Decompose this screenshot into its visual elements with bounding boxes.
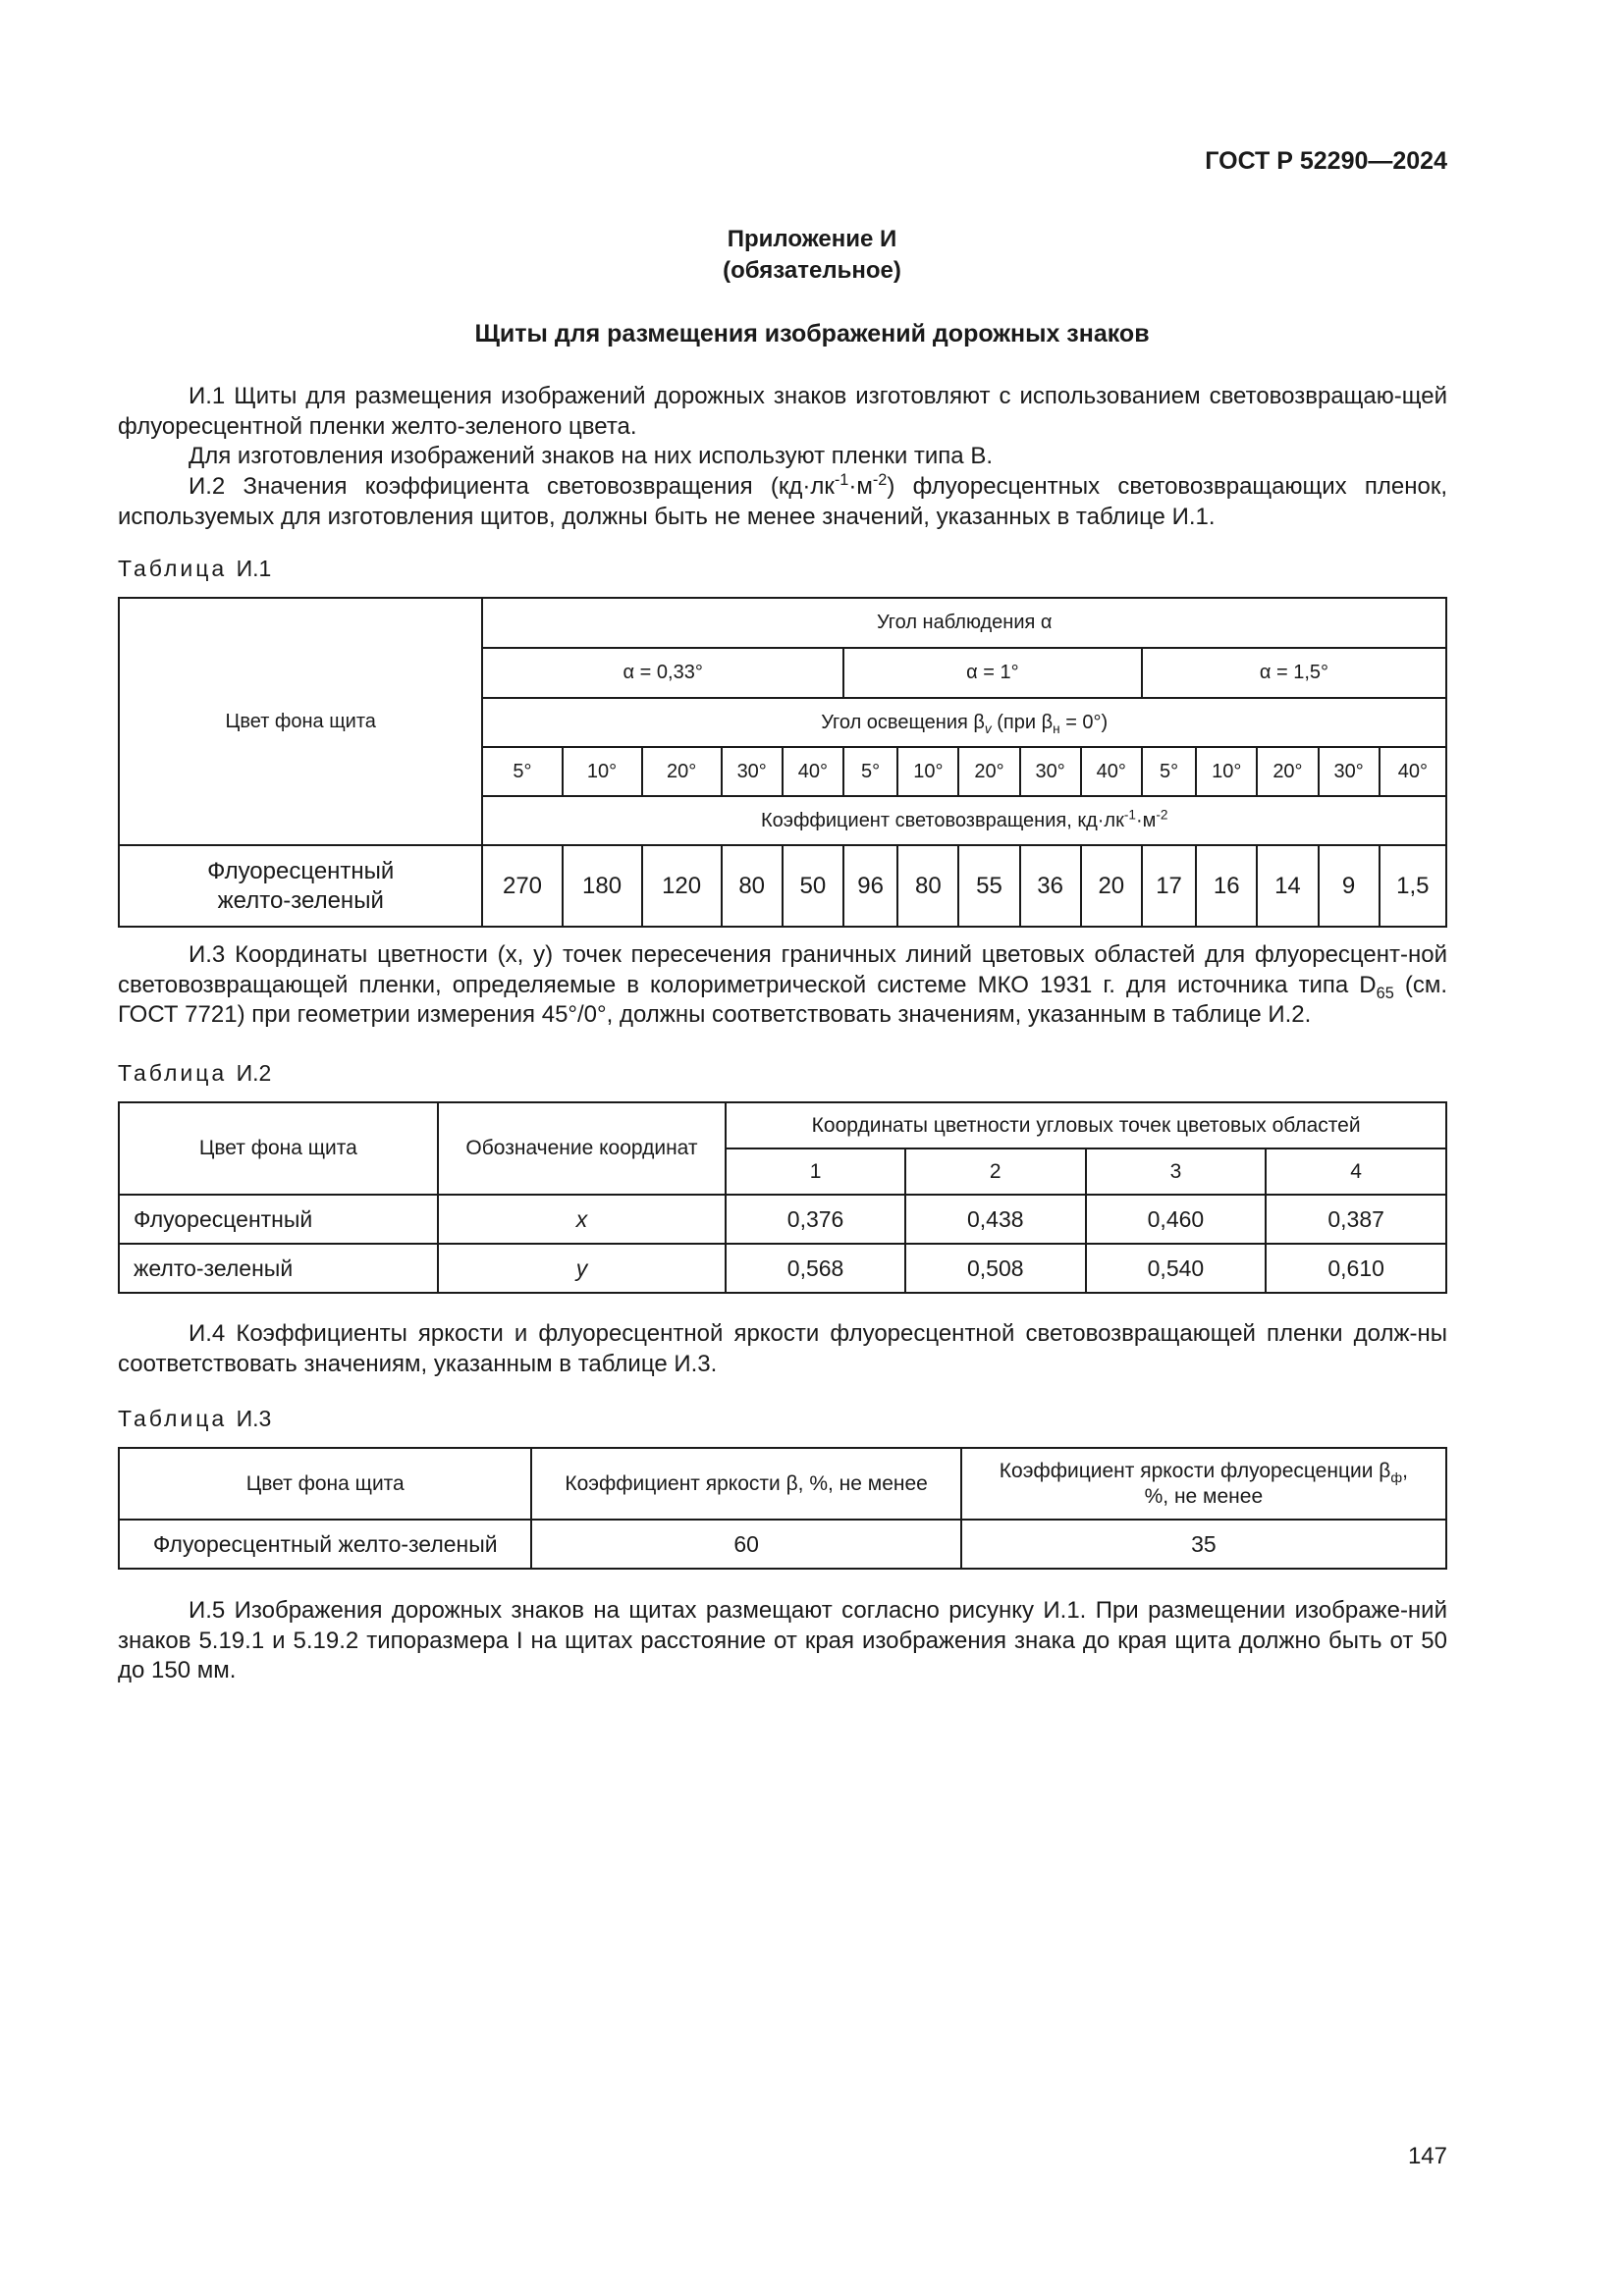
table2-point-header: 1 <box>726 1148 905 1195</box>
table1-value-cell: 1,5 <box>1380 845 1446 927</box>
table1-value-cell: 16 <box>1196 845 1257 927</box>
table1-value-cell: 50 <box>783 845 843 927</box>
table1-value-cell: 14 <box>1257 845 1318 927</box>
table2-coordinate-header: Обозначение координат <box>438 1102 727 1195</box>
table1-angle-cell: 10° <box>563 747 642 796</box>
paragraph-i5: И.5 Изображения дорожных знаков на щитах размещают согласно рисунку И.1. При размещении изображе-ний знаков 5.19.1 и 5.19.2 типоразмера I на щитах расстояние от края изображения знака до края щита должно быть от 50 до 150 мм. <box>118 1597 1447 1683</box>
table2-value-cell: 0,376 <box>726 1195 905 1244</box>
table1-value-cell: 20 <box>1081 845 1142 927</box>
table2-point-header: 3 <box>1086 1148 1267 1195</box>
table1-value-cell: 55 <box>958 845 1019 927</box>
table1-coefficient-label: Коэффициент световозвращения, $кд\cdot лк^{-1}\cdot м^{-2}$ <box>482 796 1446 845</box>
table-row <box>119 1195 1446 1244</box>
table3-label: Таблица И.3 <box>118 1406 272 1431</box>
table-chromaticity <box>118 1101 1447 1294</box>
table3-color-header: Цвет фона щита <box>119 1448 531 1520</box>
table1-alpha-group: α = 0,33° <box>482 648 842 698</box>
table1-angle-cell: 40° <box>1081 747 1142 796</box>
appendix-status: (обязательное) <box>723 257 901 284</box>
table2-color-header: Цвет фона щита <box>119 1102 438 1195</box>
table1-value-cell: 180 <box>563 845 642 927</box>
table2-value-cell: 0,438 <box>905 1195 1086 1244</box>
table2-chromaticity-header: Координаты цветности угловых точек цветовых областей <box>726 1102 1446 1148</box>
table1-angle-cell: 40° <box>1380 747 1446 796</box>
table-luminance <box>118 1447 1447 1570</box>
table2-point-header: 4 <box>1266 1148 1446 1195</box>
table2-color-cell: желто-зеленый <box>119 1244 438 1293</box>
table2-value-cell: 0,610 <box>1266 1244 1446 1293</box>
table1-value-cell: 96 <box>843 845 897 927</box>
table1-angle-cell: 10° <box>897 747 958 796</box>
table1-angle-cell: 40° <box>783 747 843 796</box>
table1-row-label: Флуоресцентный желто-зеленый <box>119 845 482 927</box>
table1-alpha-group: α = 1° <box>843 648 1142 698</box>
table1-angle-cell: 20° <box>642 747 722 796</box>
document-id: ГОСТ Р 52290—2024 <box>1205 147 1447 175</box>
table1-value-cell: 270 <box>482 845 562 927</box>
table1-value-cell: 80 <box>897 845 958 927</box>
table1-angle-cell: 5° <box>843 747 897 796</box>
table3-value-cell: 35 <box>961 1520 1446 1569</box>
page-number: 147 <box>1407 2143 1447 2169</box>
paragraph-i2: И.2 Значения коэффициента световозвращения $(кд\cdot лк^{-1}\cdot м^{-2})$ флуоресцентных световозвращающих пленок, используемых для изготовления щитов, должны быть не менее значений, указанных в таблице И.1. <box>118 471 1448 530</box>
appendix-title: Приложение И <box>727 226 897 252</box>
section-title: Щиты для размещения изображений дорожных знаков <box>474 320 1150 347</box>
paragraph-i3: И.3 Координаты цветности (x, y) точек пересечения граничных линий цветовых областей для флуоресцент-ной световозвращающей пленки, определяемые в колориметрической системе МКО 1931 г. для источника типа $D_{65}$ (см. ГОСТ 7721) при геометрии измерения 45°/0°, должны соответствовать значениям, указанным в таблице И.2. <box>118 941 1447 1028</box>
table1-illumination-angle: Угол освещения $\beta_v$ (при $\beta_н = 0^\circ$) <box>482 698 1446 747</box>
table1-value-cell: 36 <box>1020 845 1081 927</box>
table1-label: Таблица И.1 <box>118 556 272 581</box>
table3-fluorescence-header: Коэффициент яркости флуоресценции $\beta_ф$, %, не менее <box>961 1448 1446 1520</box>
table-retroreflection <box>118 597 1447 928</box>
table1-angle-cell: 5° <box>1142 747 1196 796</box>
table-row <box>119 1244 1446 1293</box>
table2-value-cell: 0,568 <box>726 1244 905 1293</box>
table2-color-cell: Флуоресцентный <box>119 1195 438 1244</box>
table3-luminance-header: Коэффициент яркости β, %, не менее <box>531 1448 960 1520</box>
table1-angle-cell: 30° <box>1319 747 1380 796</box>
paragraph-film-type: Для изготовления изображений знаков на них используют пленки типа В. <box>189 443 993 469</box>
table2-value-cell: 0,387 <box>1266 1195 1446 1244</box>
paragraph-i1: И.1 Щиты для размещения изображений дорожных знаков изготовляют с использованием световозвращаю-щей флуоресцентной пленки желто-зеленого цвета. <box>118 383 1447 440</box>
table1-observation-angle: Угол наблюдения α <box>482 598 1446 648</box>
table1-value-cell: 120 <box>642 845 722 927</box>
table1-angle-cell: 20° <box>958 747 1019 796</box>
table2-value-cell: 0,508 <box>905 1244 1086 1293</box>
table2-value-cell: 0,540 <box>1086 1244 1267 1293</box>
table1-row-header: Цвет фона щита <box>119 598 482 845</box>
table1-value-cell: 17 <box>1142 845 1196 927</box>
table-row <box>119 1520 1446 1569</box>
table3-value-cell: 60 <box>531 1520 960 1569</box>
table2-point-header: 2 <box>905 1148 1086 1195</box>
table1-angle-cell: 5° <box>482 747 562 796</box>
table1-value-cell: 80 <box>722 845 783 927</box>
table2-coordinate-cell: x <box>438 1195 727 1244</box>
table1-alpha-group: α = 1,5° <box>1142 648 1446 698</box>
table3-row-label: Флуоресцентный желто-зеленый <box>119 1520 531 1569</box>
table2-coordinate-cell: y <box>438 1244 727 1293</box>
table1-angle-cell: 20° <box>1257 747 1318 796</box>
table1-angle-cell: 30° <box>1020 747 1081 796</box>
table1-angle-cell: 10° <box>1196 747 1257 796</box>
paragraph-i4: И.4 Коэффициенты яркости и флуоресцентной яркости флуоресцентной световозвращающей пленки долж-ны соответствовать значениям, указанным в таблице И.3. <box>118 1320 1447 1377</box>
table1-value-cell: 9 <box>1319 845 1380 927</box>
table2-value-cell: 0,460 <box>1086 1195 1267 1244</box>
table1-angle-cell: 30° <box>722 747 783 796</box>
table2-label: Таблица И.2 <box>118 1060 272 1086</box>
